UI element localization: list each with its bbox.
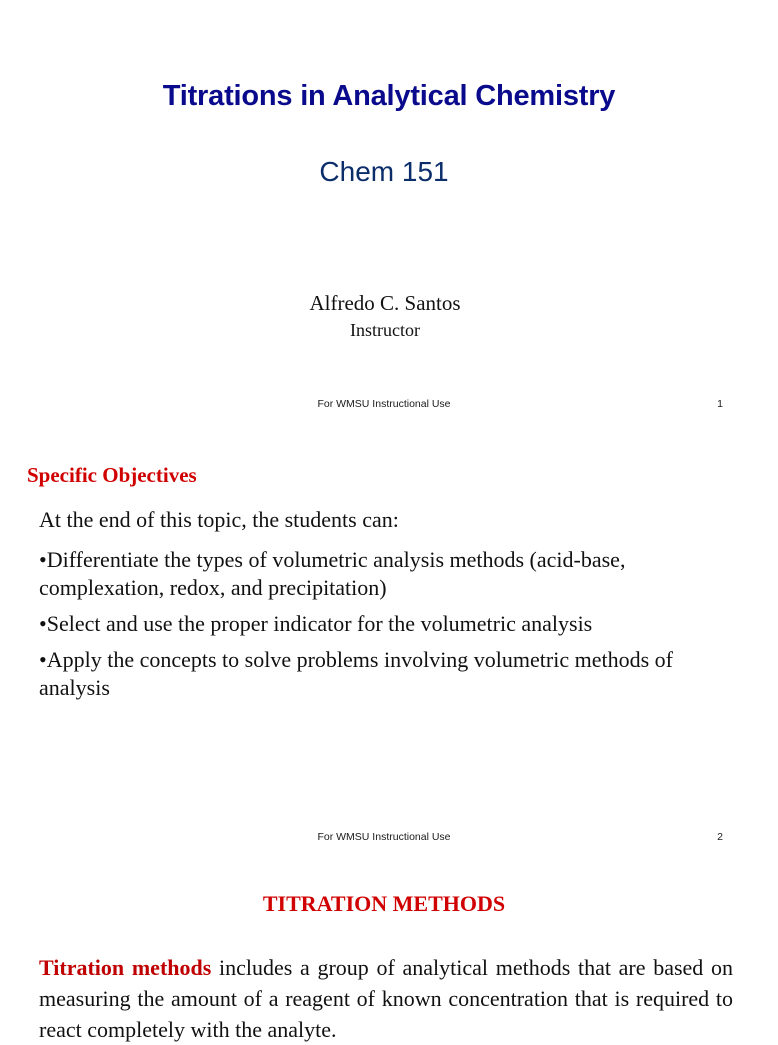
- page-number: 2: [717, 831, 723, 843]
- defined-term: Titration methods: [39, 955, 212, 980]
- objectives-heading: Specific Objectives: [27, 463, 197, 487]
- author-role: Instructor: [350, 320, 420, 340]
- objective-item: •Select and use the proper indicator for the volumetric analysis: [39, 611, 593, 636]
- objective-item: •Apply the concepts to solve problems involving volumetric methods of analysis: [39, 647, 673, 700]
- page-number: 1: [717, 398, 723, 410]
- slide-2: [0, 430, 768, 860]
- footer-text: For WMSU Instructional Use: [317, 831, 451, 843]
- definition-paragraph: [39, 952, 733, 1045]
- slide-3: [0, 860, 768, 1042]
- section-heading: TITRATION METHODS: [262, 891, 506, 916]
- objectives-intro: At the end of this topic, the students can:: [39, 507, 399, 532]
- author-name: Alfredo C. Santos: [309, 291, 461, 315]
- objectives-body: [39, 506, 739, 710]
- slide-footer: [0, 398, 768, 412]
- objective-item: •Differentiate the types of volumetric analysis methods (acid-base, complexation, redox, and precipitation): [39, 547, 626, 600]
- slide-footer: [0, 831, 768, 845]
- definition-text: includes a group of analytical methods that are based on measuring the amount of a reagent of known concentration that is required to react completely with the analyte.: [39, 955, 733, 1042]
- course-code: Chem 151: [319, 156, 449, 187]
- slide-title: Titrations in Analytical Chemistry: [162, 80, 616, 112]
- footer-text: For WMSU Instructional Use: [317, 398, 451, 410]
- slide-1: [0, 0, 768, 430]
